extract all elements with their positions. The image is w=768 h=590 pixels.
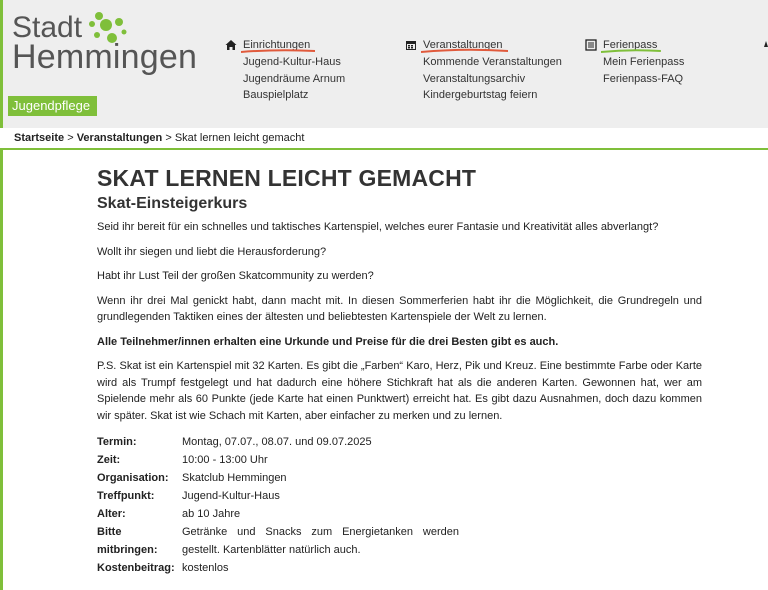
breadcrumb-separator: >: [162, 132, 175, 144]
highlight-paragraph: Alle Teilnehmer/innen erhalten eine Urkunde und Preise für die drei Besten gibt es auch.: [97, 335, 559, 348]
article-content: [97, 150, 702, 577]
detail-row-kostenbeitrag: [97, 559, 459, 577]
breadcrumb: [0, 128, 768, 150]
detail-key: Bitte mitbringen:: [97, 526, 158, 556]
paragraph: P.S. Skat ist ein Kartenspiel mit 32 Karten. Es gibt die „Farben“ Karo, Herz, Pik und Kreuz. Eine bestimmte Farbe oder Karte wird als Trumpf festgelegt und hat dadurch eine höhere Stichkraft hat als die anderen Karten. Gewonnen hat, wer am Spielende mehr als 60 Punkte (jede Karte hat einen Punktwert) erreicht hat. Es gibt dazu Ausnahmen, doch dazu kommen wir später. Skat ist wie Schach mit Karten, aber einfacher zu merken und zu lernen.: [97, 360, 702, 422]
logo-hemmingen[interactable]: Hemmingen: [12, 38, 198, 76]
paragraph: Wenn ihr drei Mal genickt habt, dann macht mit. In diesen Sommerferien habt ihr die Möglichkeit, die Grundregeln und grundlegenden Taktiken eines der ältesten und beliebtesten Kartenspiele der Welt zu lernen.: [97, 294, 702, 323]
nav-einrichtungen-title[interactable]: [243, 39, 310, 51]
detail-value: kostenlos: [182, 562, 229, 574]
nav-item-veranstaltungsarchiv[interactable]: Veranstaltungsarchiv: [423, 72, 526, 85]
jugendpflege-badge[interactable]: Jugendpflege: [8, 96, 97, 116]
detail-key: Termin:: [97, 436, 137, 448]
nav-item-jugend-kultur-haus[interactable]: Jugend-Kultur-Haus: [243, 56, 341, 68]
nav-item-ferienpass-faq[interactable]: Ferienpass-FAQ: [603, 72, 684, 85]
nav-item-kommende-veranstaltungen[interactable]: Kommende Veranstaltungen: [423, 56, 562, 68]
detail-row-zeit: [97, 451, 459, 469]
nav-ferienpass-label[interactable]: Ferienpass: [603, 39, 658, 51]
nav-veranstaltungen-label[interactable]: Veranstaltungen: [423, 39, 503, 51]
list-icon: [585, 39, 597, 51]
nav-einrichtungen-label[interactable]: Einrichtungen: [243, 39, 311, 51]
site-header: [0, 0, 768, 128]
nav-einrichtungen: [225, 38, 345, 104]
detail-key: Treffpunkt:: [97, 490, 155, 502]
swoosh-red-decoration: [421, 48, 508, 54]
event-details-table: [97, 433, 459, 577]
detail-value: Montag, 07.07., 08.07. und 09.07.2025: [182, 436, 372, 448]
nav-ferienpass-title[interactable]: [603, 39, 657, 51]
breadcrumb-veranstaltungen[interactable]: Veranstaltungen: [76, 132, 163, 144]
nav-item-bauspielplatz[interactable]: Bauspielplatz: [243, 89, 309, 101]
left-accent-bar: [0, 0, 3, 590]
swoosh-green-decoration: [601, 48, 661, 54]
detail-key: Alter:: [97, 508, 126, 520]
calendar-icon: [405, 39, 417, 51]
page-title: SKAT LERNEN LEICHT GEMACHT: [97, 165, 477, 191]
breadcrumb-current: Skat lernen leicht gemacht: [174, 132, 305, 144]
swoosh-red-decoration: [241, 48, 315, 54]
nav-item-mein-ferienpass[interactable]: Mein Ferienpass: [603, 56, 685, 68]
home-icon: [225, 39, 237, 51]
nav-veranstaltungen: [405, 38, 562, 104]
nav-veranstaltungen-title[interactable]: [423, 39, 503, 51]
page-subtitle: Skat-Einsteigerkurs: [97, 195, 248, 212]
nav-item-kindergeburtstag[interactable]: Kindergeburtstag feiern: [423, 89, 538, 101]
detail-value: Jugend-Kultur-Haus: [182, 490, 280, 502]
detail-value: ab 10 Jahre: [182, 508, 241, 520]
paragraph: Habt ihr Lust Teil der großen Skatcommunity zu werden?: [97, 270, 374, 282]
detail-row-treffpunkt: [97, 487, 459, 505]
paragraph: Wollt ihr siegen und liebt die Herausforderung?: [97, 245, 327, 258]
cut-off-icon: [763, 40, 768, 48]
paragraph: Seid ihr bereit für ein schnelles und taktisches Kartenspiel, welches eurer Fantasie und Kreativität alles abverlangt?: [97, 221, 659, 233]
detail-key: Organisation:: [97, 472, 169, 484]
nav-ferienpass: [585, 38, 684, 87]
detail-key: Zeit:: [97, 454, 121, 466]
detail-row-mitbringen: [97, 523, 459, 559]
detail-row-alter: [97, 505, 459, 523]
nav-item-jugendraeume-arnum[interactable]: Jugendräume Arnum: [243, 72, 346, 85]
detail-row-termin: [97, 433, 459, 451]
detail-value: Skatclub Hemmingen: [182, 472, 287, 484]
detail-key: Kostenbeitrag:: [97, 562, 175, 574]
detail-row-organisation: [97, 469, 459, 487]
breadcrumb-separator: >: [64, 132, 77, 144]
detail-value: Getränke und Snacks zum Energietanken werden gestellt. Kartenblätter natürlich auch.: [182, 526, 459, 556]
logo-stadt[interactable]: Stadt: [12, 11, 83, 44]
breadcrumb-home[interactable]: Startseite: [14, 132, 65, 144]
detail-value: 10:00 - 13:00 Uhr: [182, 454, 268, 466]
